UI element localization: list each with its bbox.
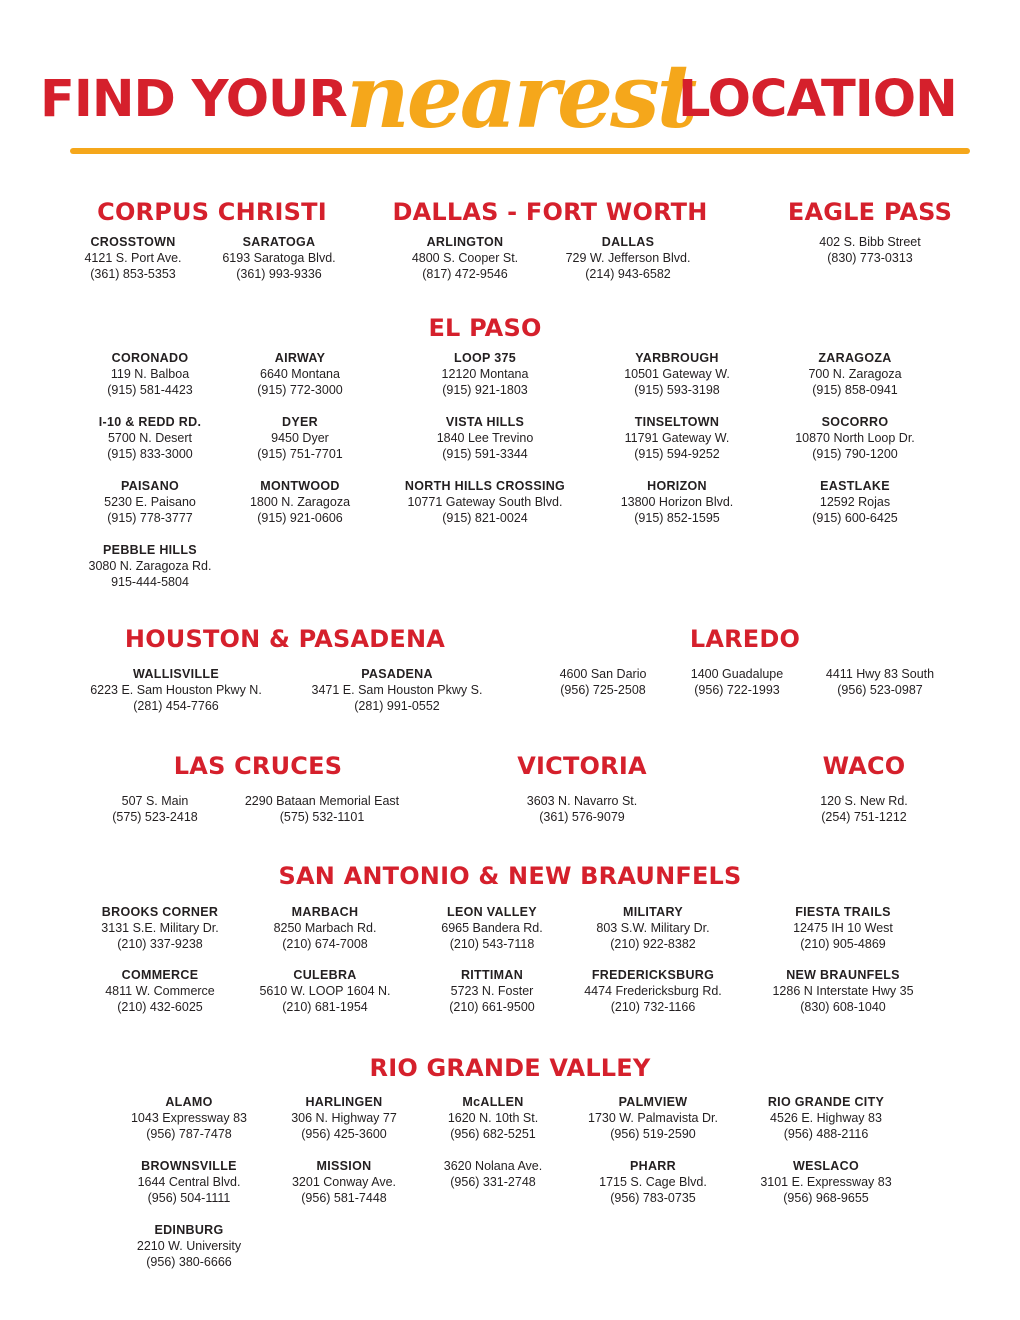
location-phone: (210) 674-7008	[282, 937, 368, 951]
location-entry	[179, 234, 379, 282]
location-name: YARBROUGH	[635, 351, 719, 365]
location-phone: (361) 993-9336	[236, 267, 322, 281]
location-name: WESLACO	[793, 1159, 859, 1173]
title-location: LOCATION	[678, 70, 957, 129]
location-address: 5723 N. Foster	[450, 984, 534, 998]
location-phone: (915) 790-1200	[812, 447, 898, 461]
location-address: 4474 Fredericksburg Rd.	[584, 984, 722, 998]
location-entry	[780, 666, 980, 698]
location-phone: (210) 661-9500	[449, 1000, 535, 1014]
location-phone: (575) 523-2418	[112, 810, 198, 824]
location-entry	[743, 904, 943, 952]
location-address: 3080 N. Zaragoza Rd.	[88, 559, 212, 573]
location-address: 3131 S.E. Military Dr.	[101, 921, 219, 935]
location-phone: (956) 722-1993	[694, 683, 780, 697]
location-entry	[553, 904, 753, 952]
section-heading-las-cruces: LAS CRUCES	[173, 752, 343, 780]
location-phone: (956) 968-9655	[783, 1191, 869, 1205]
location-name: FIESTA TRAILS	[795, 905, 891, 919]
location-entry	[553, 1158, 753, 1206]
location-phone: (210) 732-1166	[610, 1000, 696, 1014]
location-address: 1620 N. 10th St.	[447, 1111, 539, 1125]
location-name: PHARR	[630, 1159, 676, 1173]
location-name: NEW BRAUNFELS	[786, 968, 900, 982]
section-heading-el-paso: EL PASO	[428, 314, 542, 342]
location-phone: (956) 519-2590	[610, 1127, 696, 1141]
location-address: 1840 Lee Trevino	[436, 431, 534, 445]
location-address: 12120 Montana	[441, 367, 529, 381]
location-address: 803 S.W. Military Dr.	[596, 921, 710, 935]
location-phone: (956) 425-3600	[301, 1127, 387, 1141]
location-name: DALLAS	[601, 235, 655, 249]
location-address: 13800 Horizon Blvd.	[620, 495, 734, 509]
location-address: 4800 S. Cooper St.	[411, 251, 519, 265]
section-heading-waco: WACO	[822, 752, 906, 780]
location-address: 5610 W. LOOP 1604 N.	[259, 984, 391, 998]
location-name: EDINBURG	[154, 1223, 224, 1237]
location-address: 3471 E. Sam Houston Pkwy S.	[311, 683, 483, 697]
location-phone: (956) 504-1111	[147, 1191, 231, 1205]
location-entry	[577, 478, 777, 526]
location-name: LEON VALLEY	[447, 905, 537, 919]
location-name: HORIZON	[647, 479, 707, 493]
location-name: CROSSTOWN	[90, 235, 176, 249]
location-entry	[297, 666, 497, 714]
location-entry	[764, 793, 964, 825]
location-name: MARBACH	[291, 905, 359, 919]
location-name: FREDERICKSBURG	[591, 968, 715, 982]
location-entry	[200, 350, 400, 398]
location-address: 6640 Montana	[260, 367, 340, 381]
location-name: ARLINGTON	[426, 235, 504, 249]
location-address: 4811 W. Commerce	[105, 984, 215, 998]
location-entry	[755, 478, 955, 526]
location-phone: (956) 331-2748	[450, 1175, 536, 1189]
location-name: SOCORRO	[821, 415, 889, 429]
location-address: 12475 IH 10 West	[793, 921, 893, 935]
location-entry	[770, 234, 970, 266]
location-name: MILITARY	[622, 905, 684, 919]
location-name: BROWNSVILLE	[141, 1159, 237, 1173]
location-phone: (915) 600-6425	[812, 511, 898, 525]
location-name: PEBBLE HILLS	[103, 543, 197, 557]
location-phone: (214) 943-6582	[585, 267, 671, 281]
location-address: 11791 Gateway W.	[624, 431, 730, 445]
location-entry	[743, 967, 943, 1015]
location-name: I-10 & REDD RD.	[98, 415, 202, 429]
location-phone: (210) 432-6025	[117, 1000, 203, 1014]
location-phone: (281) 454-7766	[133, 699, 219, 713]
location-phone: (956) 725-2508	[560, 683, 646, 697]
location-address: 12592 Rojas	[819, 495, 891, 509]
location-entry	[200, 478, 400, 526]
location-address: 2210 W. University	[136, 1239, 242, 1253]
location-phone: (956) 581-7448	[301, 1191, 387, 1205]
section-heading-victoria: VICTORIA	[517, 752, 647, 780]
location-address: 10771 Gateway South Blvd.	[407, 495, 563, 509]
location-address: 10870 North Loop Dr.	[795, 431, 915, 445]
location-entry	[755, 350, 955, 398]
location-entry	[577, 350, 777, 398]
location-address: 402 S. Bibb Street	[819, 235, 921, 249]
location-entry	[528, 234, 728, 282]
location-phone: (956) 488-2116	[783, 1127, 869, 1141]
section-heading-eagle-pass: EAGLE PASS	[787, 198, 953, 226]
location-address: 1400 Guadalupe	[690, 667, 784, 681]
location-address: 1644 Central Blvd.	[137, 1175, 241, 1189]
location-name: DYER	[282, 415, 318, 429]
title-find-your: FIND YOUR	[40, 70, 347, 129]
location-address: 3201 Conway Ave.	[291, 1175, 396, 1189]
location-address: 1730 W. Palmavista Dr.	[588, 1111, 718, 1125]
location-name: MISSION	[316, 1159, 372, 1173]
location-entry	[385, 414, 585, 462]
location-phone: (915) 591-3344	[442, 447, 528, 461]
location-name: AIRWAY	[274, 351, 326, 365]
location-entry	[553, 1094, 753, 1142]
location-phone: (361) 853-5353	[90, 267, 176, 281]
location-address: 5230 E. Paisano	[104, 495, 196, 509]
location-address: 729 W. Jefferson Blvd.	[565, 251, 691, 265]
location-phone: (254) 751-1212	[821, 810, 907, 824]
location-phone: (817) 472-9546	[422, 267, 508, 281]
location-phone: (915) 581-4423	[107, 383, 193, 397]
location-address: 700 N. Zaragoza	[808, 367, 902, 381]
location-phone: 915-444-5804	[111, 575, 189, 589]
location-phone: (956) 523-0987	[837, 683, 923, 697]
location-phone: (956) 682-5251	[450, 1127, 536, 1141]
location-address: 2290 Bataan Memorial East	[244, 794, 400, 808]
location-phone: (915) 921-1803	[442, 383, 528, 397]
location-address: 10501 Gateway W.	[624, 367, 730, 381]
location-name: ALAMO	[165, 1095, 213, 1109]
location-phone: (210) 681-1954	[282, 1000, 368, 1014]
location-phone: (915) 852-1595	[634, 511, 720, 525]
location-phone: (281) 991-0552	[354, 699, 440, 713]
location-name: SARATOGA	[242, 235, 316, 249]
location-name: McALLEN	[462, 1095, 524, 1109]
location-entry	[222, 793, 422, 825]
location-entry	[726, 1158, 926, 1206]
location-entry	[553, 967, 753, 1015]
location-address: 1800 N. Zaragoza	[249, 495, 351, 509]
location-name: RITTIMAN	[460, 968, 524, 982]
location-address: 119 N. Balboa	[110, 367, 190, 381]
location-phone: (210) 905-4869	[800, 937, 886, 951]
location-address: 1286 N Interstate Hwy 35	[772, 984, 914, 998]
location-phone: (210) 337-9238	[117, 937, 203, 951]
location-address: 1715 S. Cage Blvd.	[599, 1175, 707, 1189]
location-entry	[726, 1094, 926, 1142]
location-address: 4411 Hwy 83 South	[825, 667, 935, 681]
section-heading-san-antonio-and-new-braunfels: SAN ANTONIO & NEW BRAUNFELS	[278, 862, 742, 890]
location-address: 3101 E. Expressway 83	[760, 1175, 892, 1189]
section-heading-dallas-fort-worth: DALLAS - FORT WORTH	[392, 198, 708, 226]
location-name: VISTA HILLS	[445, 415, 525, 429]
location-entry	[385, 478, 585, 526]
location-address: 9450 Dyer	[271, 431, 329, 445]
location-name: WALLISVILLE	[133, 667, 219, 681]
title-nearest: nearest	[345, 44, 695, 148]
location-address: 6193 Saratoga Blvd.	[222, 251, 336, 265]
location-entry	[482, 793, 682, 825]
location-address: 6965 Bandera Rd.	[441, 921, 543, 935]
location-phone: (575) 532-1101	[279, 810, 365, 824]
location-name: BROOKS CORNER	[101, 905, 219, 919]
section-heading-laredo: LAREDO	[689, 625, 801, 653]
location-phone: (915) 751-7701	[257, 447, 343, 461]
location-phone: (915) 778-3777	[107, 511, 193, 525]
location-entry	[89, 1222, 289, 1270]
location-name: ZARAGOZA	[818, 351, 892, 365]
location-name: RIO GRANDE CITY	[767, 1095, 885, 1109]
location-phone: (830) 608-1040	[800, 1000, 886, 1014]
location-address: 3620 Nolana Ave.	[443, 1159, 543, 1173]
location-address: 4121 S. Port Ave.	[84, 251, 182, 265]
location-address: 306 N. Highway 77	[291, 1111, 397, 1125]
location-address: 4600 San Dario	[559, 667, 647, 681]
location-address: 1043 Expressway 83	[130, 1111, 248, 1125]
location-name: HARLINGEN	[305, 1095, 383, 1109]
location-phone: (210) 922-8382	[610, 937, 696, 951]
location-phone: (915) 593-3198	[634, 383, 720, 397]
location-name: PAISANO	[120, 479, 180, 493]
location-phone: (956) 380-6666	[146, 1255, 232, 1269]
section-heading-houston-and-pasadena: HOUSTON & PASADENA	[124, 625, 446, 653]
location-entry	[577, 414, 777, 462]
location-name: COMMERCE	[121, 968, 199, 982]
location-phone: (915) 594-9252	[634, 447, 720, 461]
section-heading-rio-grande-valley: RIO GRANDE VALLEY	[369, 1054, 651, 1082]
location-address: 5700 N. Desert	[107, 431, 193, 445]
page-title	[0, 44, 1020, 162]
location-phone: (956) 787-7478	[146, 1127, 232, 1141]
location-phone: (210) 543-7118	[449, 937, 535, 951]
location-address: 507 S. Main	[121, 794, 189, 808]
location-name: MONTWOOD	[260, 479, 340, 493]
location-phone: (956) 783-0735	[610, 1191, 696, 1205]
location-name: CULEBRA	[293, 968, 357, 982]
location-name: EASTLAKE	[820, 479, 890, 493]
location-entry	[50, 542, 250, 590]
location-entry	[755, 414, 955, 462]
location-entry	[385, 350, 585, 398]
location-address: 8250 Marbach Rd.	[273, 921, 377, 935]
location-phone: (361) 576-9079	[539, 810, 625, 824]
location-address: 120 S. New Rd.	[820, 794, 908, 808]
location-name: NORTH HILLS CROSSING	[404, 479, 566, 493]
location-phone: (915) 833-3000	[107, 447, 193, 461]
location-address: 6223 E. Sam Houston Pkwy N.	[90, 683, 262, 697]
location-address: 4526 E. Highway 83	[770, 1111, 882, 1125]
section-heading-corpus-christi: CORPUS CHRISTI	[97, 198, 327, 226]
location-name: CORONADO	[111, 351, 189, 365]
location-phone: (915) 921-0606	[257, 511, 343, 525]
location-phone: (915) 858-0941	[812, 383, 898, 397]
location-phone: (915) 772-3000	[257, 383, 343, 397]
location-name: TINSELTOWN	[634, 415, 720, 429]
location-phone: (915) 821-0024	[442, 511, 528, 525]
location-name: PASADENA	[361, 667, 433, 681]
location-phone: (830) 773-0313	[827, 251, 913, 265]
title-underline	[70, 148, 970, 154]
location-entry	[200, 414, 400, 462]
location-entry	[76, 666, 276, 714]
location-name: LOOP 375	[454, 351, 516, 365]
location-name: PALMVIEW	[618, 1095, 688, 1109]
location-address: 3603 N. Navarro St.	[526, 794, 638, 808]
